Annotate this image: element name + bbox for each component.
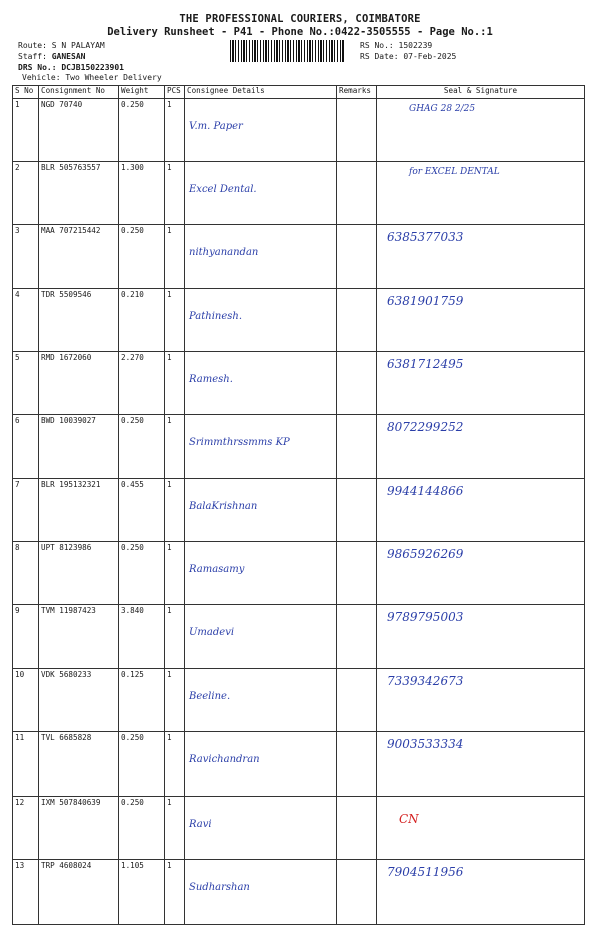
consignee-cell: V.m. Paper xyxy=(185,99,337,162)
table-row xyxy=(13,542,585,605)
consignment-cell: VDK 5680233 xyxy=(39,669,119,732)
consignment-cell: TVL 6685828 xyxy=(39,732,119,797)
mobile-number: 9944144866 xyxy=(387,484,464,498)
sno-cell: 4 xyxy=(13,289,39,352)
col-header-consignee: Consignee Details xyxy=(185,86,337,99)
route-label: Route: S N PALAYAM xyxy=(18,41,105,50)
weight-cell: 0.455 xyxy=(119,479,165,542)
signature-cell xyxy=(377,605,585,669)
signature-cell xyxy=(377,99,585,162)
seal-text: GHAG 28 2/25 xyxy=(409,104,476,114)
remarks-cell xyxy=(337,605,377,669)
mobile-number: 6385377033 xyxy=(387,230,464,244)
col-header-pcs: PCS xyxy=(165,86,185,99)
remarks-cell xyxy=(337,415,377,479)
remarks-cell xyxy=(337,797,377,860)
sno-cell: 10 xyxy=(13,669,39,732)
col-header-sno: S No xyxy=(13,86,39,99)
consignee-cell: Ravi xyxy=(185,797,337,860)
remarks-cell xyxy=(337,352,377,415)
consignment-cell: NGD 70740 xyxy=(39,99,119,162)
sno-cell: 12 xyxy=(13,797,39,860)
weight-cell: 1.105 xyxy=(119,860,165,925)
consignment-cell: TVM 11987423 xyxy=(39,605,119,669)
weight-cell: 0.250 xyxy=(119,99,165,162)
weight-cell: 0.250 xyxy=(119,797,165,860)
vehicle-label: Vehicle: Two Wheeler Delivery xyxy=(22,73,162,82)
pcs-cell: 1 xyxy=(165,415,185,479)
mobile-number: 9003533334 xyxy=(387,737,464,751)
drs-line xyxy=(18,63,124,72)
mobile-number: 6381712495 xyxy=(387,357,464,371)
mobile-number: 8072299252 xyxy=(387,420,464,434)
consignment-cell: IXM 507840639 xyxy=(39,797,119,860)
sno-cell: 9 xyxy=(13,605,39,669)
signature-cell xyxy=(377,289,585,352)
consignment-cell: RMD 1672060 xyxy=(39,352,119,415)
remarks-cell xyxy=(337,289,377,352)
weight-cell: 0.250 xyxy=(119,415,165,479)
weight-cell: 1.300 xyxy=(119,162,165,225)
sno-cell: 1 xyxy=(13,99,39,162)
consignee-cell: Ramasamy xyxy=(185,542,337,605)
consignee-cell: Pathinesh. xyxy=(185,289,337,352)
consignee-cell: Excel Dental. xyxy=(185,162,337,225)
consignment-cell: UPT 8123986 xyxy=(39,542,119,605)
pcs-cell: 1 xyxy=(165,289,185,352)
table-row xyxy=(13,860,585,925)
consignee-cell: Umadevi xyxy=(185,605,337,669)
signature-cell xyxy=(377,162,585,225)
table-row xyxy=(13,99,585,162)
runsheet-table xyxy=(12,85,585,925)
sno-cell: 2 xyxy=(13,162,39,225)
signature-cell xyxy=(377,479,585,542)
weight-cell: 3.840 xyxy=(119,605,165,669)
weight-cell: 0.250 xyxy=(119,542,165,605)
signature-cell xyxy=(377,352,585,415)
mobile-number: 9789795003 xyxy=(387,610,464,624)
table-header-row xyxy=(13,86,585,99)
remarks-cell xyxy=(337,225,377,289)
pcs-cell: 1 xyxy=(165,669,185,732)
barcode xyxy=(230,40,344,62)
pcs-cell: 1 xyxy=(165,225,185,289)
table-row xyxy=(13,797,585,860)
table-row xyxy=(13,415,585,479)
pcs-cell: 1 xyxy=(165,542,185,605)
sno-cell: 13 xyxy=(13,860,39,925)
weight-cell: 0.210 xyxy=(119,289,165,352)
table-row xyxy=(13,352,585,415)
mobile-number: 9865926269 xyxy=(387,547,464,561)
table-row xyxy=(13,162,585,225)
signature-cell xyxy=(377,542,585,605)
col-header-seal: Seal & Signature xyxy=(377,86,585,99)
consignment-cell: BLR 505763557 xyxy=(39,162,119,225)
signature-cell xyxy=(377,797,585,860)
signature-cell xyxy=(377,415,585,479)
remarks-cell xyxy=(337,669,377,732)
col-header-weight: Weight xyxy=(119,86,165,99)
rs-number: RS No.: 1502239 xyxy=(360,41,433,50)
remarks-cell xyxy=(337,479,377,542)
sno-cell: 3 xyxy=(13,225,39,289)
staff-label: Staff: xyxy=(18,52,47,61)
signature-cell xyxy=(377,225,585,289)
remarks-cell xyxy=(337,162,377,225)
document-subtitle: Delivery Runsheet - P41 - Phone No.:0422-3505555 - Page No.:1 xyxy=(107,26,493,38)
mobile-number: 7904511956 xyxy=(387,865,464,879)
consignee-cell: Sudharshan xyxy=(185,860,337,925)
pcs-cell: 1 xyxy=(165,352,185,415)
table-row xyxy=(13,479,585,542)
consignee-cell: Ravichandran xyxy=(185,732,337,797)
signature-cell xyxy=(377,732,585,797)
consignment-cell: BLR 195132321 xyxy=(39,479,119,542)
consignee-cell: Ramesh. xyxy=(185,352,337,415)
table-row xyxy=(13,225,585,289)
weight-cell: 0.125 xyxy=(119,669,165,732)
weight-cell: 2.270 xyxy=(119,352,165,415)
document-title: THE PROFESSIONAL COURIERS, COIMBATORE xyxy=(179,13,421,25)
sno-cell: 8 xyxy=(13,542,39,605)
col-header-remarks: Remarks xyxy=(337,86,377,99)
sno-cell: 6 xyxy=(13,415,39,479)
rs-date: RS Date: 07-Feb-2025 xyxy=(360,52,457,61)
weight-cell: 0.250 xyxy=(119,732,165,797)
consignment-cell: MAA 707215442 xyxy=(39,225,119,289)
signature-cell xyxy=(377,860,585,925)
drs-label: DRS No.: xyxy=(18,63,57,72)
signature-cell xyxy=(377,669,585,732)
staff-value: GANESAN xyxy=(51,52,86,61)
drs-value: DCJB150223901 xyxy=(61,63,124,72)
remarks-cell xyxy=(337,99,377,162)
consignee-cell: Beeline. xyxy=(185,669,337,732)
staff-line xyxy=(18,52,85,61)
sno-cell: 7 xyxy=(13,479,39,542)
consignment-cell: TDR 5509546 xyxy=(39,289,119,352)
pcs-cell: 1 xyxy=(165,605,185,669)
col-header-consignment: Consignment No xyxy=(39,86,119,99)
weight-cell: 0.250 xyxy=(119,225,165,289)
sno-cell: 5 xyxy=(13,352,39,415)
mobile-number: 6381901759 xyxy=(387,294,464,308)
remarks-cell xyxy=(337,542,377,605)
consignee-cell: nithyanandan xyxy=(185,225,337,289)
remarks-cell xyxy=(337,732,377,797)
pcs-cell: 1 xyxy=(165,860,185,925)
sno-cell: 11 xyxy=(13,732,39,797)
table-row xyxy=(13,289,585,352)
seal-text: CN xyxy=(399,812,419,826)
pcs-cell: 1 xyxy=(165,162,185,225)
pcs-cell: 1 xyxy=(165,732,185,797)
pcs-cell: 1 xyxy=(165,479,185,542)
mobile-number: 7339342673 xyxy=(387,674,464,688)
consignment-cell: TRP 4608024 xyxy=(39,860,119,925)
pcs-cell: 1 xyxy=(165,797,185,860)
remarks-cell xyxy=(337,860,377,925)
table-row xyxy=(13,605,585,669)
pcs-cell: 1 xyxy=(165,99,185,162)
consignment-cell: BWD 10039027 xyxy=(39,415,119,479)
consignee-cell: Srimmthrssmms KP xyxy=(185,415,337,479)
seal-text: for EXCEL DENTAL xyxy=(409,167,500,177)
table-row xyxy=(13,669,585,732)
consignee-cell: BalaKrishnan xyxy=(185,479,337,542)
table-row xyxy=(13,732,585,797)
